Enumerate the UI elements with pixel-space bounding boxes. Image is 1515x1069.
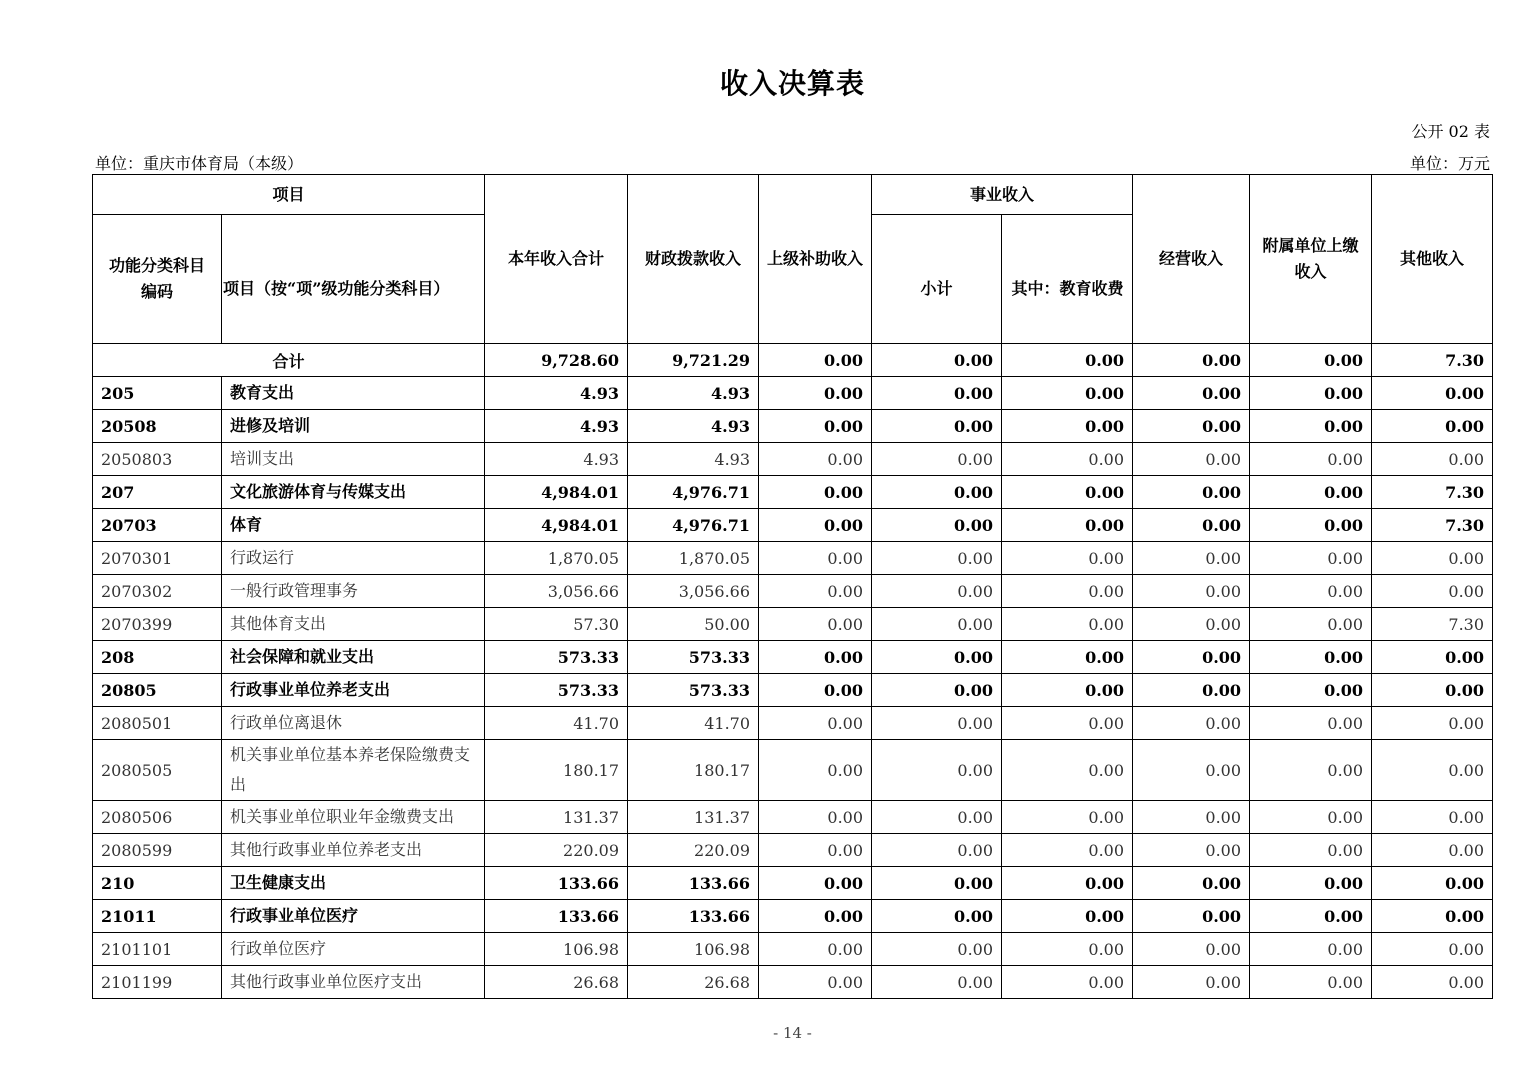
row-value: 133.66 [485, 867, 628, 900]
total-fiscal-cell: 9,721.29 [628, 344, 759, 377]
row-value: 133.66 [628, 867, 759, 900]
currency-unit: 单位：万元 [1409, 154, 1490, 173]
total-affiliated-cell: 0.00 [1250, 344, 1372, 377]
row-value: 0.00 [1133, 410, 1250, 443]
total-other-cell: 7.30 [1372, 344, 1493, 377]
row-name: 培训支出 [222, 443, 485, 476]
row-value: 4.93 [485, 443, 628, 476]
row-value: 0.00 [872, 867, 1002, 900]
row-value: 0.00 [759, 801, 872, 834]
table-row [93, 674, 1493, 707]
row-value: 0.00 [759, 542, 872, 575]
row-value: 0.00 [872, 740, 1002, 801]
row-value: 0.00 [1002, 801, 1133, 834]
row-value: 0.00 [1372, 377, 1493, 410]
table-row [93, 933, 1493, 966]
row-value: 0.00 [759, 900, 872, 933]
table-row [93, 966, 1493, 999]
table-row [93, 476, 1493, 509]
row-value: 1,870.05 [485, 542, 628, 575]
row-value: 4.93 [485, 410, 628, 443]
row-name: 行政事业单位养老支出 [222, 674, 485, 707]
total-edu-fee-cell: 0.00 [1002, 344, 1133, 377]
row-value: 26.68 [628, 966, 759, 999]
total-subtotal-cell: 0.00 [872, 344, 1002, 377]
row-value: 0.00 [1372, 801, 1493, 834]
table-row [93, 377, 1493, 410]
header-superior-subsidy: 上级补助收入 [759, 175, 872, 344]
row-value: 41.70 [485, 707, 628, 740]
row-value: 0.00 [1133, 443, 1250, 476]
total-superior-cell: 0.00 [759, 344, 872, 377]
row-code: 210 [93, 867, 222, 900]
row-code: 207 [93, 476, 222, 509]
total-income-cell: 9,728.60 [485, 344, 628, 377]
row-value: 573.33 [628, 674, 759, 707]
row-value: 0.00 [1133, 900, 1250, 933]
row-value: 573.33 [485, 674, 628, 707]
row-value: 0.00 [1372, 443, 1493, 476]
row-value: 133.66 [485, 900, 628, 933]
row-code: 2101199 [93, 966, 222, 999]
row-value: 0.00 [1133, 509, 1250, 542]
row-name: 体育 [222, 509, 485, 542]
row-value: 0.00 [1002, 476, 1133, 509]
row-value: 0.00 [1372, 641, 1493, 674]
row-code: 20703 [93, 509, 222, 542]
row-value: 106.98 [485, 933, 628, 966]
row-code: 2050803 [93, 443, 222, 476]
row-value: 4.93 [628, 377, 759, 410]
row-value: 0.00 [759, 966, 872, 999]
row-value: 4.93 [628, 410, 759, 443]
header-career-group: 事业收入 [872, 175, 1133, 215]
row-value: 0.00 [1002, 542, 1133, 575]
row-value: 0.00 [872, 608, 1002, 641]
header-func-code: 功能分类科目编码 [93, 215, 222, 344]
page-title: 收入决算表 [719, 67, 865, 100]
row-value: 0.00 [872, 476, 1002, 509]
row-value: 220.09 [485, 834, 628, 867]
row-value: 0.00 [1002, 410, 1133, 443]
row-code: 2070301 [93, 542, 222, 575]
row-value: 0.00 [872, 575, 1002, 608]
row-value: 131.37 [628, 801, 759, 834]
row-value: 3,056.66 [485, 575, 628, 608]
row-value: 131.37 [485, 801, 628, 834]
row-name: 其他体育支出 [222, 608, 485, 641]
row-value: 0.00 [759, 575, 872, 608]
row-code: 20805 [93, 674, 222, 707]
row-name: 行政单位离退休 [222, 707, 485, 740]
header-subtotal: 小计 [872, 215, 1002, 344]
header-operating: 经营收入 [1133, 175, 1250, 344]
table-row [93, 608, 1493, 641]
row-value: 26.68 [485, 966, 628, 999]
row-code: 2080599 [93, 834, 222, 867]
row-name: 行政运行 [222, 542, 485, 575]
row-value: 0.00 [1002, 707, 1133, 740]
row-name: 进修及培训 [222, 410, 485, 443]
row-value: 0.00 [1133, 801, 1250, 834]
row-value: 0.00 [1372, 410, 1493, 443]
row-value: 0.00 [1133, 867, 1250, 900]
row-name: 卫生健康支出 [222, 867, 485, 900]
row-value: 0.00 [1372, 966, 1493, 999]
row-value: 0.00 [1002, 740, 1133, 801]
table-row [93, 575, 1493, 608]
table-row [93, 443, 1493, 476]
row-name: 社会保障和就业支出 [222, 641, 485, 674]
total-row [93, 344, 1493, 377]
row-value: 0.00 [1250, 933, 1372, 966]
row-name: 文化旅游体育与传媒支出 [222, 476, 485, 509]
row-code: 208 [93, 641, 222, 674]
row-value: 133.66 [628, 900, 759, 933]
row-value: 0.00 [872, 933, 1002, 966]
row-value: 3,056.66 [628, 575, 759, 608]
row-value: 0.00 [1250, 740, 1372, 801]
row-value: 0.00 [1250, 674, 1372, 707]
row-value: 0.00 [1250, 801, 1372, 834]
header-total-income: 本年收入合计 [485, 175, 628, 344]
row-name: 一般行政管理事务 [222, 575, 485, 608]
row-value: 0.00 [1250, 542, 1372, 575]
row-value: 0.00 [1372, 867, 1493, 900]
total-operating-cell: 0.00 [1133, 344, 1250, 377]
row-value: 0.00 [1002, 509, 1133, 542]
row-value: 0.00 [1133, 966, 1250, 999]
row-value: 0.00 [1372, 933, 1493, 966]
row-value: 4,984.01 [485, 509, 628, 542]
row-value: 0.00 [759, 509, 872, 542]
header-project-group: 项目 [93, 175, 485, 215]
row-value: 0.00 [872, 443, 1002, 476]
row-value: 0.00 [1002, 575, 1133, 608]
row-value: 0.00 [1002, 966, 1133, 999]
row-value: 0.00 [1372, 575, 1493, 608]
row-value: 0.00 [1133, 740, 1250, 801]
table-row [93, 707, 1493, 740]
row-name: 其他行政事业单位医疗支出 [222, 966, 485, 999]
row-value: 573.33 [628, 641, 759, 674]
row-value: 0.00 [1133, 834, 1250, 867]
row-value: 0.00 [872, 674, 1002, 707]
row-value: 7.30 [1372, 608, 1493, 641]
row-value: 0.00 [872, 509, 1002, 542]
row-value: 0.00 [1002, 900, 1133, 933]
row-value: 0.00 [1250, 900, 1372, 933]
row-value: 0.00 [1250, 575, 1372, 608]
row-value: 0.00 [1002, 834, 1133, 867]
row-code: 21011 [93, 900, 222, 933]
row-value: 0.00 [872, 707, 1002, 740]
table-row [93, 410, 1493, 443]
row-value: 0.00 [1372, 707, 1493, 740]
row-value: 0.00 [872, 801, 1002, 834]
row-value: 50.00 [628, 608, 759, 641]
table-body [93, 344, 1493, 999]
row-value: 0.00 [1250, 707, 1372, 740]
row-value: 180.17 [485, 740, 628, 801]
row-value: 0.00 [1002, 641, 1133, 674]
row-value: 0.00 [1133, 377, 1250, 410]
row-value: 0.00 [1002, 674, 1133, 707]
table-row [93, 542, 1493, 575]
row-value: 0.00 [872, 377, 1002, 410]
row-value: 0.00 [1250, 377, 1372, 410]
row-value: 0.00 [1133, 641, 1250, 674]
row-value: 0.00 [759, 834, 872, 867]
row-value: 0.00 [1133, 674, 1250, 707]
row-value: 4,976.71 [628, 509, 759, 542]
row-value: 0.00 [759, 740, 872, 801]
table-row [93, 900, 1493, 933]
row-value: 0.00 [1002, 867, 1133, 900]
row-value: 0.00 [872, 834, 1002, 867]
row-code: 2101101 [93, 933, 222, 966]
row-code: 20508 [93, 410, 222, 443]
row-name: 行政事业单位医疗 [222, 900, 485, 933]
row-value: 0.00 [759, 707, 872, 740]
income-table [92, 174, 1493, 999]
form-number: 公开 02 表 [1411, 122, 1490, 141]
row-value: 0.00 [1250, 443, 1372, 476]
row-value: 0.00 [1250, 410, 1372, 443]
page-number: - 14 - [773, 1024, 812, 1042]
row-value: 0.00 [1372, 542, 1493, 575]
row-code: 205 [93, 377, 222, 410]
row-value: 0.00 [1002, 377, 1133, 410]
row-value: 0.00 [872, 900, 1002, 933]
row-value: 0.00 [759, 377, 872, 410]
row-value: 0.00 [1133, 707, 1250, 740]
table-row [93, 801, 1493, 834]
table-row [93, 509, 1493, 542]
row-value: 0.00 [872, 966, 1002, 999]
table-header [93, 175, 1493, 344]
row-value: 220.09 [628, 834, 759, 867]
row-value: 0.00 [1002, 608, 1133, 641]
header-project-name: 项目（按“项”级功能分类科目） [222, 215, 485, 344]
row-value: 0.00 [1133, 476, 1250, 509]
table-row [93, 740, 1493, 801]
row-value: 1,870.05 [628, 542, 759, 575]
row-value: 106.98 [628, 933, 759, 966]
row-value: 4.93 [628, 443, 759, 476]
row-value: 0.00 [759, 933, 872, 966]
row-name: 其他行政事业单位养老支出 [222, 834, 485, 867]
row-value: 573.33 [485, 641, 628, 674]
row-value: 0.00 [1372, 900, 1493, 933]
header-edu-fee: 其中：教育收费 [1002, 215, 1133, 344]
header-fiscal: 财政拨款收入 [628, 175, 759, 344]
row-value: 0.00 [1372, 674, 1493, 707]
row-value: 0.00 [759, 867, 872, 900]
row-value: 0.00 [759, 674, 872, 707]
row-value: 57.30 [485, 608, 628, 641]
row-value: 0.00 [1250, 608, 1372, 641]
row-value: 0.00 [1250, 834, 1372, 867]
row-value: 0.00 [872, 410, 1002, 443]
row-value: 41.70 [628, 707, 759, 740]
row-value: 0.00 [1133, 608, 1250, 641]
row-value: 0.00 [1250, 476, 1372, 509]
row-name: 教育支出 [222, 377, 485, 410]
header-other: 其他收入 [1372, 175, 1493, 344]
row-name: 机关事业单位职业年金缴费支出 [222, 801, 485, 834]
row-value: 0.00 [1250, 966, 1372, 999]
row-value: 0.00 [759, 476, 872, 509]
row-code: 2070302 [93, 575, 222, 608]
row-value: 0.00 [872, 641, 1002, 674]
row-value: 0.00 [1133, 542, 1250, 575]
row-value: 0.00 [759, 608, 872, 641]
row-name: 行政单位医疗 [222, 933, 485, 966]
row-value: 4,984.01 [485, 476, 628, 509]
row-value: 0.00 [1250, 509, 1372, 542]
row-value: 0.00 [1133, 575, 1250, 608]
row-code: 2080505 [93, 740, 222, 801]
row-code: 2080501 [93, 707, 222, 740]
row-code: 2070399 [93, 608, 222, 641]
row-value: 0.00 [1002, 933, 1133, 966]
total-label: 合计 [93, 344, 485, 377]
row-name: 机关事业单位基本养老保险缴费支出 [222, 740, 485, 801]
row-code: 2080506 [93, 801, 222, 834]
row-value: 7.30 [1372, 509, 1493, 542]
row-value: 0.00 [1250, 867, 1372, 900]
row-value: 0.00 [759, 641, 872, 674]
row-value: 0.00 [759, 443, 872, 476]
row-value: 0.00 [1002, 443, 1133, 476]
table-row [93, 834, 1493, 867]
row-value: 0.00 [1372, 834, 1493, 867]
row-value: 0.00 [759, 410, 872, 443]
table-row [93, 641, 1493, 674]
row-value: 0.00 [872, 542, 1002, 575]
row-value: 0.00 [1133, 933, 1250, 966]
row-value: 0.00 [1250, 641, 1372, 674]
header-affiliated: 附属单位上缴收入 [1250, 175, 1372, 344]
row-value: 7.30 [1372, 476, 1493, 509]
reporting-unit: 单位：重庆市体育局（本级） [95, 154, 304, 173]
row-value: 0.00 [1372, 740, 1493, 801]
row-value: 180.17 [628, 740, 759, 801]
row-value: 4.93 [485, 377, 628, 410]
row-value: 4,976.71 [628, 476, 759, 509]
table-row [93, 867, 1493, 900]
